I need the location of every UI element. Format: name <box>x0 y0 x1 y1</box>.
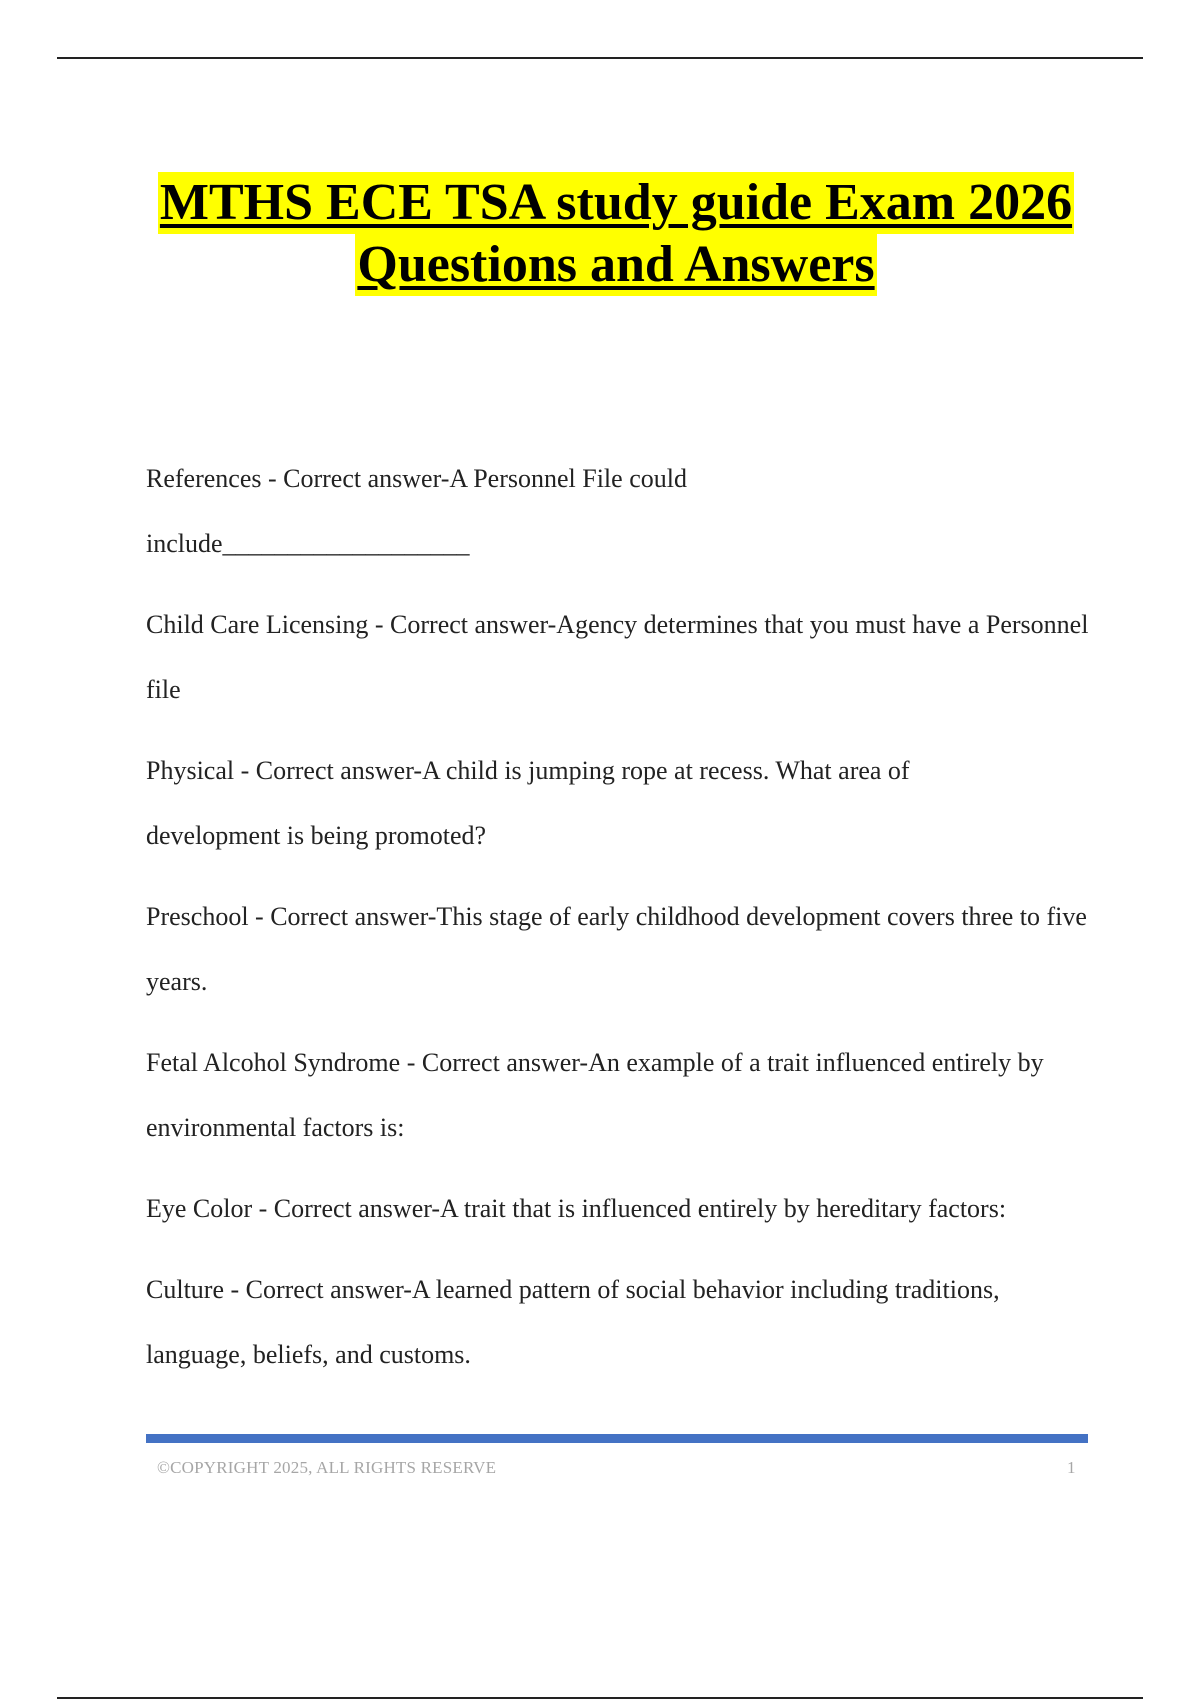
qa-item-eye-color: Eye Color - Correct answer-A trait that is influenced entirely by hereditary factors: <box>146 1194 1007 1223</box>
title-line-2: Questions and Answers <box>355 234 876 296</box>
top-rule <box>57 57 1143 59</box>
qa-item-references: References - Correct answer-A Personnel File could include___________________ <box>146 464 687 558</box>
qa-item-preschool: Preschool - Correct answer-This stage of early childhood development covers three to five years. <box>146 902 1087 996</box>
title-line-1: MTHS ECE TSA study guide Exam 2026 <box>158 172 1074 234</box>
qa-item-physical: Physical - Correct answer-A child is jumping rope at recess. What area of development is being promoted? <box>146 756 910 850</box>
qa-item-child-care-licensing: Child Care Licensing - Correct answer-Agency determines that you must have a Personnel file <box>146 610 1089 704</box>
qa-item-culture: Culture - Correct answer-A learned pattern of social behavior including traditions, language, beliefs, and customs. <box>146 1275 1000 1369</box>
page-number: 1 <box>1067 1458 1076 1477</box>
document-title <box>0 172 1200 296</box>
footer-copyright: ©COPYRIGHT 2025, ALL RIGHTS RESERVE <box>157 1458 497 1477</box>
qa-item-fetal-alcohol-syndrome: Fetal Alcohol Syndrome - Correct answer-An example of a trait influenced entirely by environmental factors is: <box>146 1048 1044 1142</box>
footer-bar <box>146 1434 1088 1443</box>
bottom-rule <box>57 1697 1143 1699</box>
qa-list <box>146 446 1096 1403</box>
